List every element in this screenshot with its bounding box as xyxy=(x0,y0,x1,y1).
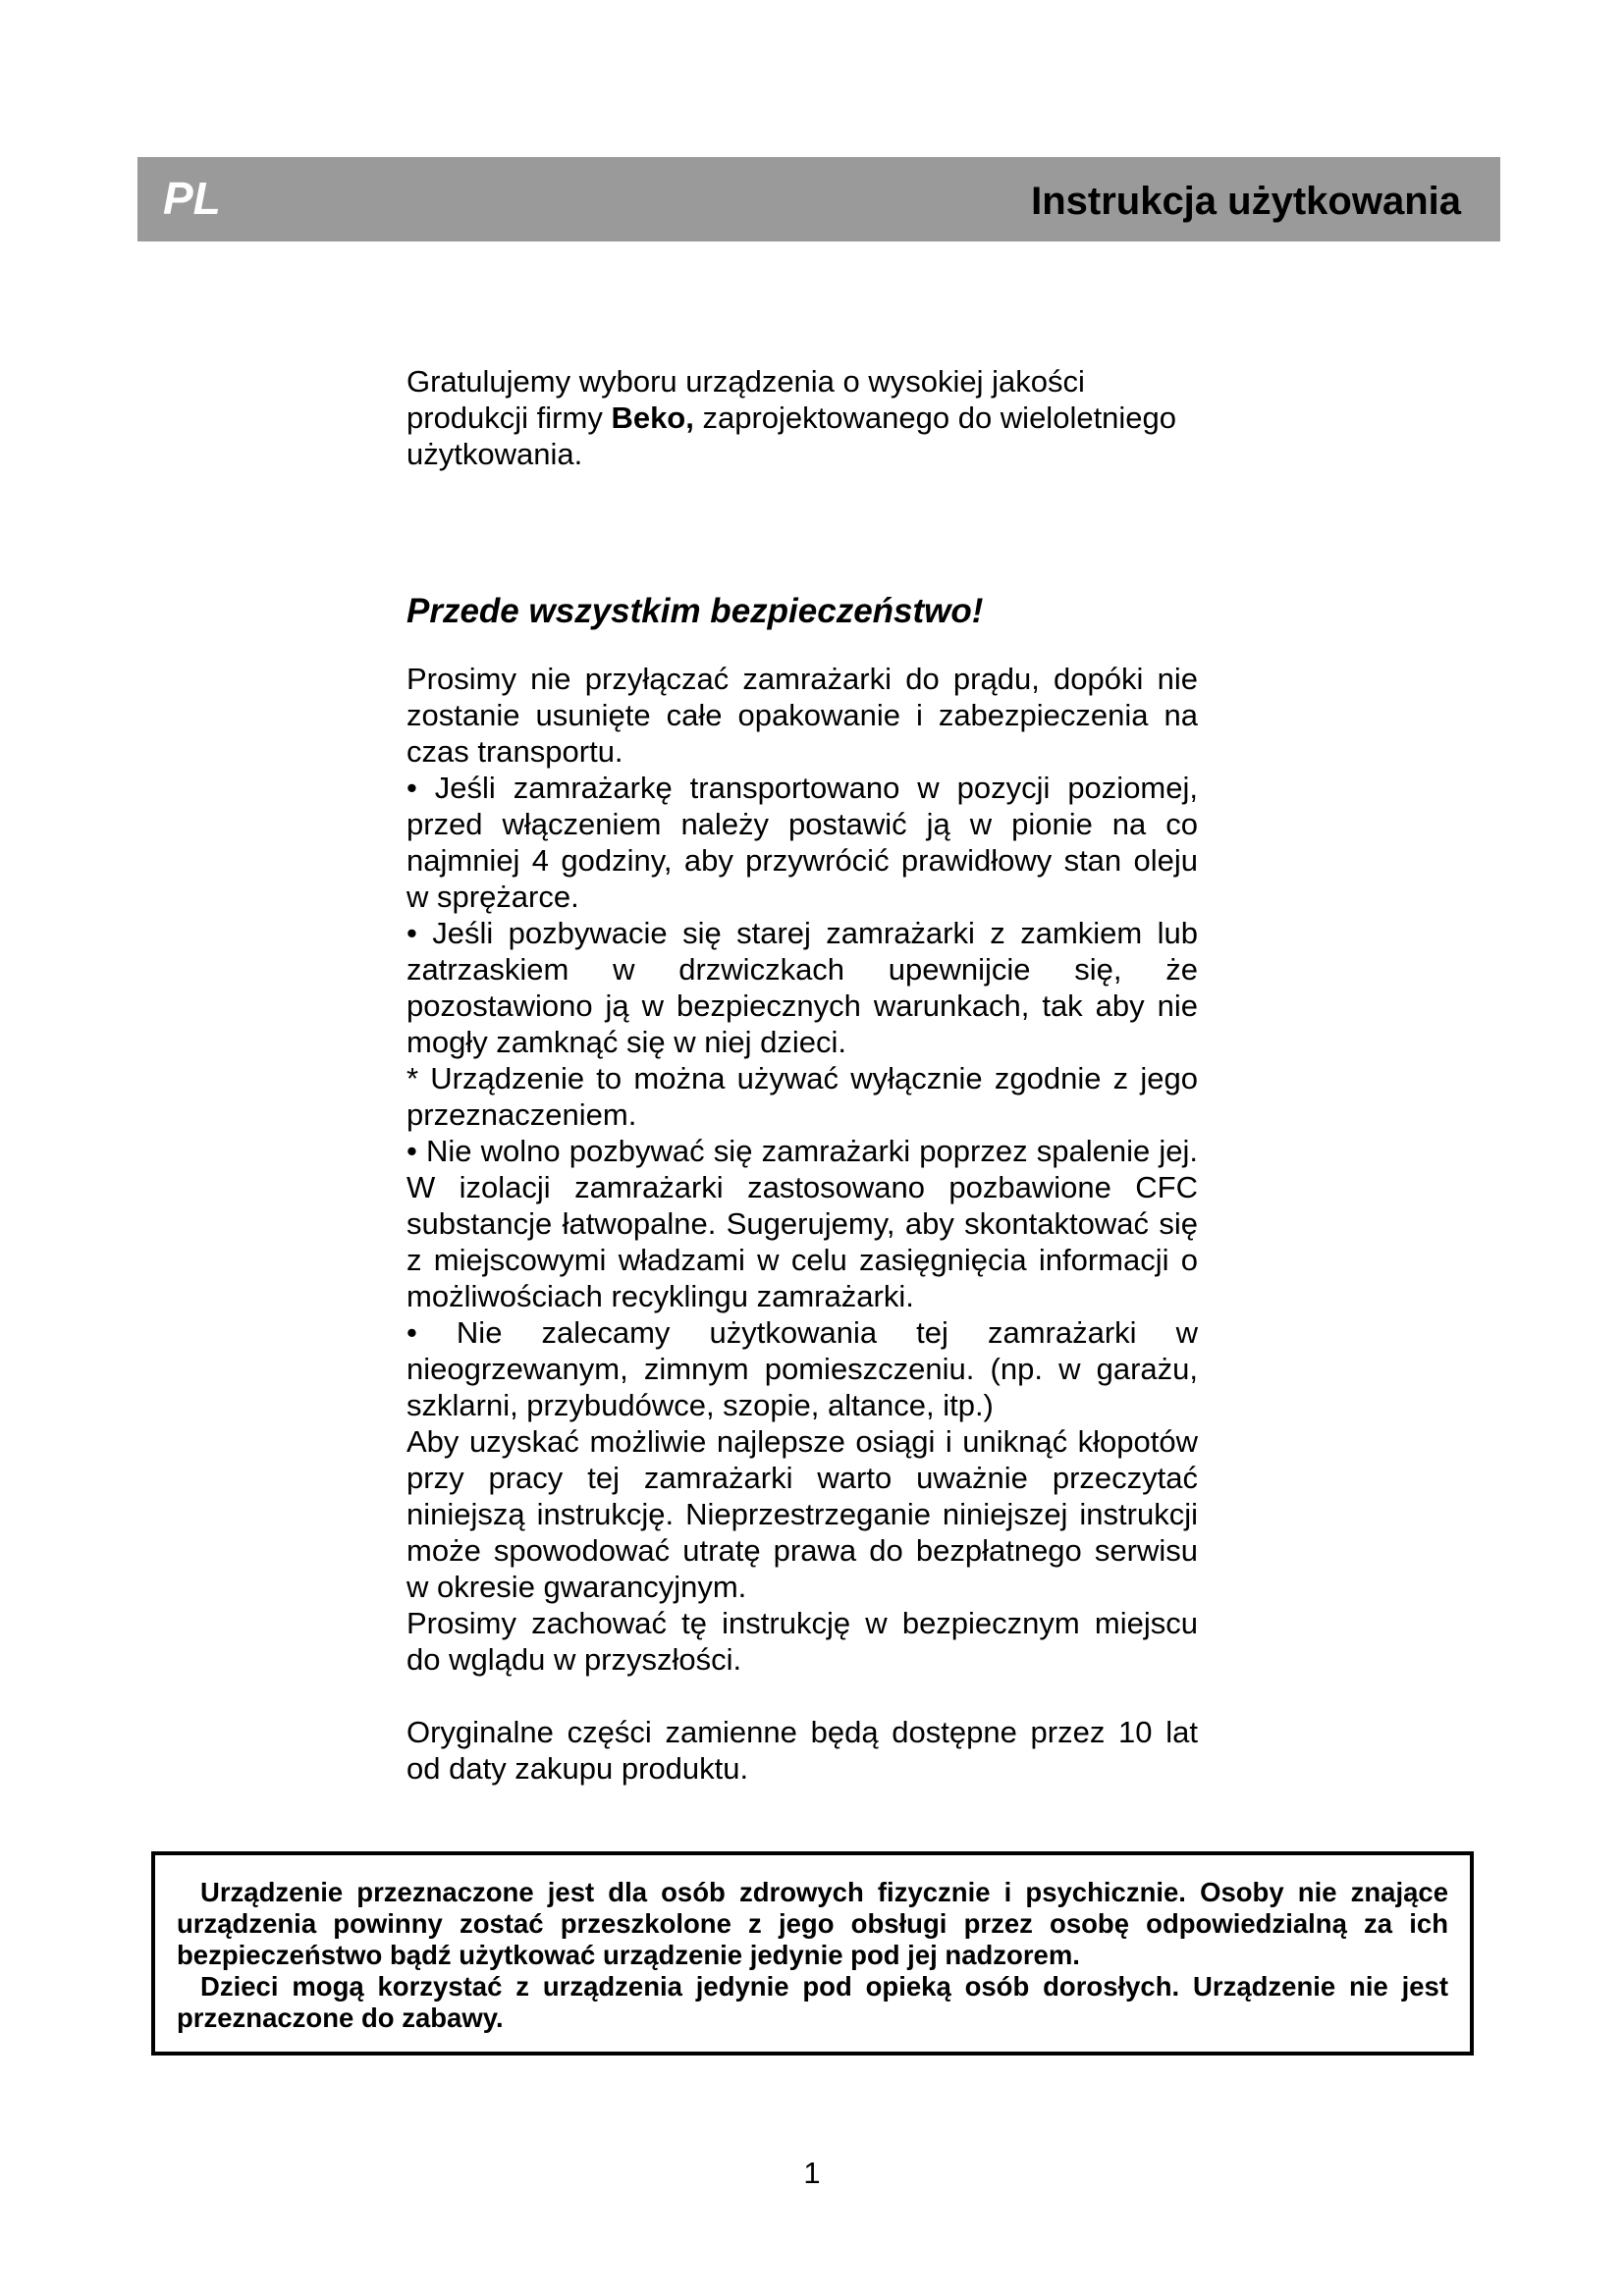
safety-paragraph-no-burning: • Nie wolno pozbywać się zamrażarki poprzez spalenie jej. W izolacji zamrażarki zastosowano pozbawione CFC substancje łatwopalne. Sugerujemy, aby skontaktować się z miejscowymi władzami w celu zasięgnięcia informacji o możliwościach recyklingu zamrażarki. xyxy=(406,1134,1198,1313)
page-number: 1 xyxy=(803,2156,821,2190)
safety-paragraph-disposal-lock: • Jeśli pozbywacie się starej zamrażarki z zamkiem lub zatrzaskiem w drzwiczkach upewnijcie się, że pozostawiono ją w bezpiecznych warunkach, tak aby nie mogły zamknąć się w niej dzieci. xyxy=(406,916,1198,1059)
intro-text-before-brand: Gratulujemy wyboru urządzenia o wysokiej jakości produkcji firmy xyxy=(406,364,1085,435)
document-title: Instrukcja użytkowania xyxy=(1031,180,1461,223)
safety-paragraph-intended-use: * Urządzenie to można używać wyłącznie zgodnie z jego przeznaczeniem. xyxy=(406,1061,1198,1132)
notice-box xyxy=(151,1851,1474,2056)
header-bar xyxy=(137,157,1500,241)
safety-paragraph-read-manual: Aby uzyskać możliwie najlepsze osiągi i uniknąć kłopotów przy pracy tej zamrażarki warto uważnie przeczytać niniejszą instrukcję. Nieprzestrzeganie niniejszej instrukcji może spowodować utratę prawa do bezpłatnego serwisu w okresie gwarancyjnym. xyxy=(406,1424,1198,1604)
main-content xyxy=(406,363,1198,1787)
spare-parts-paragraph: Oryginalne części zamienne będą dostępne przez 10 lat od daty zakupu produktu. xyxy=(406,1715,1198,1786)
safety-paragraph-unheated-room: • Nie zalecamy użytkowania tej zamrażarki w nieogrzewanym, zimnym pomieszczeniu. (np. w garażu, szklarni, przybudówce, szopie, altance, itp.) xyxy=(406,1315,1198,1422)
brand-name: Beko, xyxy=(611,400,694,435)
intro-paragraph xyxy=(406,363,1198,472)
intro-text-after-brand: zaprojektowanego do wieloletniego użytkowania. xyxy=(406,400,1177,471)
notice-paragraph-children: Dzieci mogą korzystać z urządzenia jedynie pod opieką osób dorosłych. Urządzenie nie jest przeznaczone do zabawy. xyxy=(177,1971,1448,2033)
safety-paragraph-unpacking: Prosimy nie przyłączać zamrażarki do prądu, dopóki nie zostanie usunięte całe opakowanie i zabezpieczenia na czas transportu. xyxy=(406,662,1198,769)
safety-heading: Przede wszystkim bezpieczeństwo! xyxy=(406,592,984,630)
safety-paragraph-transport: • Jeśli zamrażarkę transportowano w pozycji poziomej, przed włączeniem należy postawić ją w pionie na co najmniej 4 godziny, aby przywrócić prawidłowy stan oleju w sprężarce. xyxy=(406,771,1198,914)
safety-paragraph-keep-manual: Prosimy zachować tę instrukcję w bezpiecznym miejscu do wglądu w przyszłości. xyxy=(406,1606,1198,1677)
notice-paragraph-supervision: Urządzenie przeznaczone jest dla osób zdrowych fizycznie i psychicznie. Osoby nie znające urządzenia powinny zostać przeszkolone z jego obsługi przez osobę odpowiedzialną za ich bezpieczeństwo bądź użytkować urządzenie jedynie pod jej nadzorem. xyxy=(177,1877,1448,1970)
language-code: PL xyxy=(163,173,221,224)
